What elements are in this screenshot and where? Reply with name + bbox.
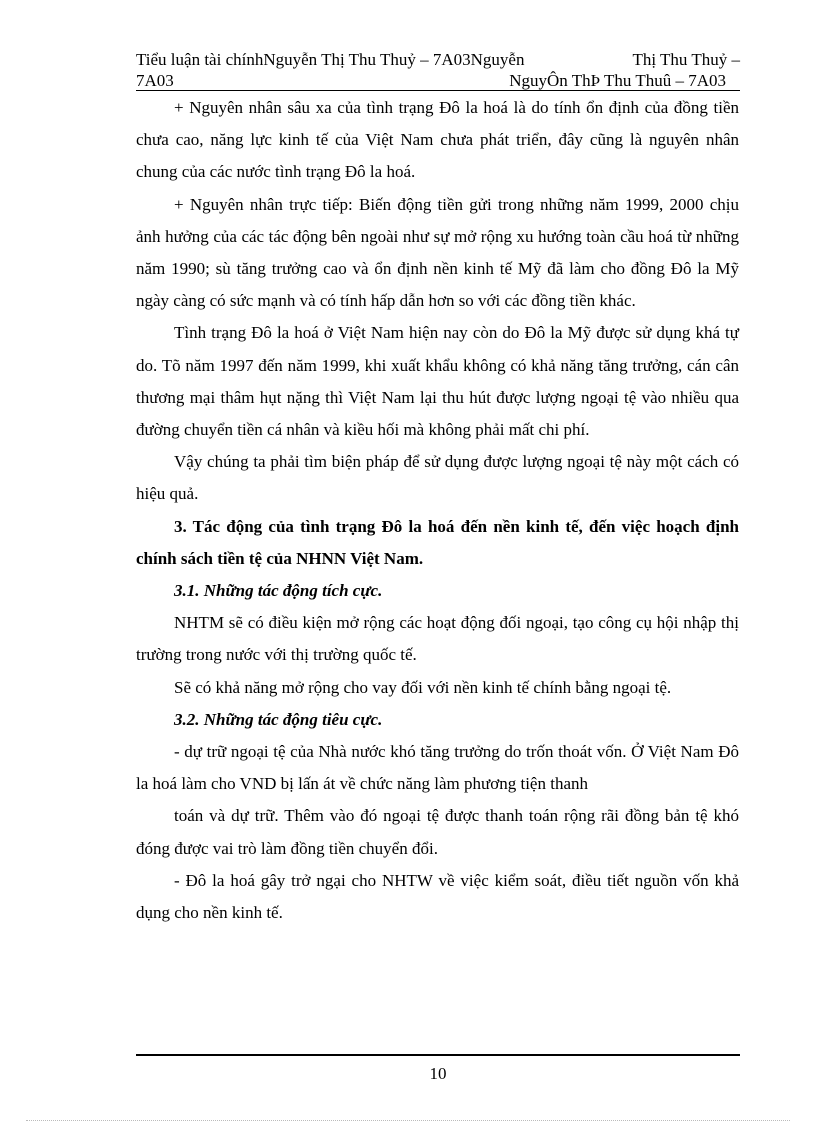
paragraph-direct-cause: + Nguyên nhân trực tiếp: Biến động tiền gửi trong những năm 1999, 2000 chịu ảnh hưởng của các tác động bên ngoài như sự mở rộng xu hướng toàn cầu hoá từ những năm 1990; sù tăng trưởng cao và ổn định nền kinh tế Mỹ đã làm cho đồng Đô la Mỹ ngày càng có sức mạnh và có tính hấp dẫn hơn so với các đồng tiền khác. (136, 194, 739, 311)
page-header (136, 49, 740, 91)
header-line-1-left: Tiểu luận tài chínhNguyễn Thị Thu Thuỷ – 7A03Nguyễn (136, 50, 525, 69)
document-body (136, 92, 739, 929)
paragraph-negative-2: - Đô la hoá gây trở ngại cho NHTW về việc kiểm soát, điều tiết nguồn vốn khả dụng cho nền kinh tế. (136, 870, 739, 923)
subsection-heading-3-2: 3.2. Những tác động tiêu cực. (174, 709, 383, 729)
footer-divider (136, 1054, 740, 1056)
subsection-heading-3-1: 3.1. Những tác động tích cực. (174, 581, 383, 601)
paragraph-positive-1: NHTM sẽ có điều kiện mở rộng các hoạt động đối ngoại, tạo công cụ hội nhập thị trường trong nước với thị trường quốc tế. (136, 613, 739, 665)
paragraph-root-cause: + Nguyên nhân sâu xa của tình trạng Đô la hoá là do tính ổn định của đồng tiền chưa cao, năng lực kinh tế của Việt Nam chưa phát triển, đây cũng là nguyên nhân chung của các nước tình trạng Đô la hoá. (136, 98, 739, 182)
paragraph-solution: Vậy chúng ta phải tìm biện pháp để sử dụng được lượng ngoại tệ này một cách có hiệu quả. (136, 452, 739, 504)
paragraph-negative-1: - dự trữ ngoại tệ của Nhà nước khó tăng trưởng do trốn thoát vốn. Ở Việt Nam Đô la hoá làm cho VND bị lấn át về chức năng làm phương tiện thanh (136, 742, 739, 794)
header-line-2-left: 7A03 (136, 71, 174, 90)
paragraph-usd-usage: Tình trạng Đô la hoá ở Việt Nam hiện nay còn do Đô la Mỹ được sử dụng khá tự do. Tõ năm 1997 đến năm 1999, khi xuất khẩu không có khả năng tăng trưởng, cán cân thương mại thâm hụt nặng thì Việt Nam lại thu hút được lượng ngoại tệ vào nhiều qua đường chuyển tiền cá nhân và kiều hối mà không phải mất chi phí. (136, 323, 739, 440)
page-bottom-edge (26, 1120, 790, 1121)
paragraph-positive-2: Sẽ có khả năng mở rộng cho vay đối với nền kinh tế chính bằng ngoại tệ. (174, 677, 672, 697)
header-divider (136, 90, 740, 91)
header-line-1-right: Thị Thu Thuỷ – (632, 50, 740, 69)
header-line-1 (136, 49, 740, 70)
header-line-2 (136, 70, 740, 91)
section-heading-3: 3. Tác động của tình trạng Đô la hoá đến nền kinh tế, đến việc hoạch định chính sách tiền tệ của NHNN Việt Nam. (136, 516, 739, 568)
paragraph-negative-1-cont: toán và dự trữ. Thêm vào đó ngoại tệ được thanh toán rộng rãi đồng bản tệ khó đóng được vai trò làm đồng tiền chuyển đổi. (136, 806, 739, 858)
header-line-2-right: NguyÔn ThÞ Thu Thuû – 7A03 (509, 71, 726, 90)
page-number: 10 (429, 1064, 447, 1083)
